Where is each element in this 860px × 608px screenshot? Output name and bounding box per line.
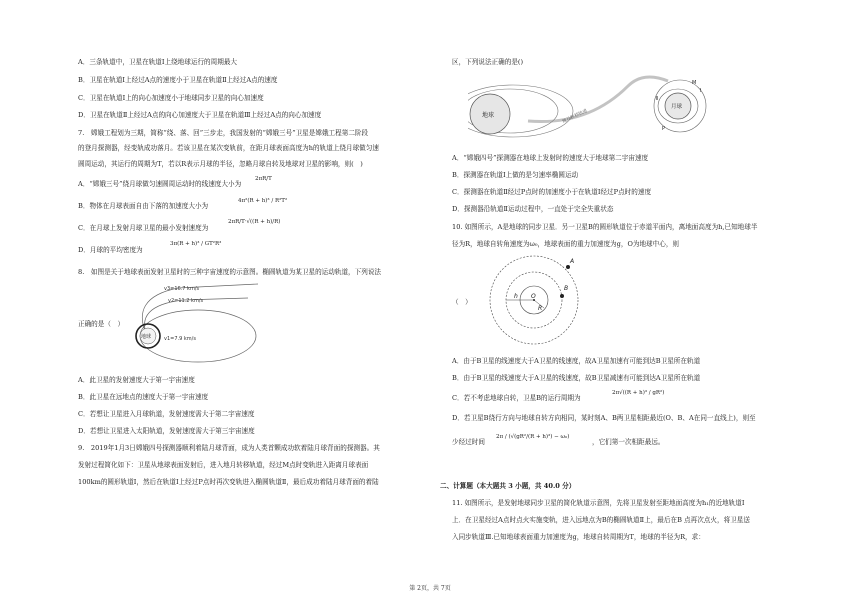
- transfer-orbit: [528, 77, 668, 122]
- q10-formula-d: 2π / (√(gR²/(R + h)³) − ω₀): [496, 434, 570, 440]
- q7-formula-a: 2πR/T: [255, 176, 272, 182]
- q10-option-d: D．若卫星B绕行方向与地球自转方向相同，某时刻A、B两卫星相距最近(O、B、A在同一直线上)，则至: [452, 414, 756, 422]
- q7-option-b: B．物体在月球表面自由下落的加速度大小为: [78, 202, 209, 210]
- point-p: P: [662, 126, 666, 132]
- v1-label: v1=7.9 km/s: [164, 336, 196, 342]
- v2-label: v2=11.2 km/s: [168, 298, 204, 304]
- q9-tail: 区，下列说法正确的是(): [452, 58, 524, 66]
- q10-option-d-cont: 少经过时间: [452, 438, 485, 446]
- orbit-ii-label: Ⅱ: [656, 96, 659, 102]
- q10-bracket: （ ）: [452, 298, 472, 306]
- v3-trajectory: [142, 284, 258, 338]
- earth-label: 地球: [141, 334, 152, 340]
- q9-stem-line1: 9. 2019年1月3日嫦娥四号探测器顺利着陆月球背面，成为人类首颗成功软着陆月球背面的探测器。其: [78, 444, 380, 452]
- q10-stem-line2: 径为R，地球自转角速度为ω₀，地球表面的重力加速度为g，O为地球中心，则: [452, 240, 680, 248]
- q11-line3: 入同步轨道Ⅲ.已知地球表面重力加速度为g，地球自转周期为T，地球的半径为R，求：: [452, 533, 705, 541]
- q9-option-b: B．探测器在轨道Ⅰ上做的是匀速率椭圆运动: [452, 171, 579, 179]
- q10-option-c: C．若不考虑地球自转，卫星B的运行周期为: [452, 394, 581, 402]
- q8-option-c: C．若想让卫星进入月球轨道，发射速度需大于第二宇宙速度: [78, 410, 255, 418]
- q9-figure: [468, 66, 728, 146]
- q8-option-d: D．若想让卫星进入太阳轨道，发射速度需大于第三宇宙速度: [78, 427, 255, 435]
- label-h: h: [514, 293, 518, 300]
- q7-stem-line2: 的登月探测器，经变轨成功落月。若该卫星在某次变轨前，在距月球表面高度为h的轨道上绕月球做匀速: [78, 144, 379, 152]
- point-m: M: [692, 80, 697, 86]
- q6-option-d: D．卫星在轨道Ⅱ上经过A点的向心加速度大于卫星在轨道Ⅲ上经过A点的向心加速度: [78, 111, 322, 119]
- q10-formula-c: 2π√((R + h)³ / gR²): [612, 390, 665, 396]
- q7-formula-d: 3π(R + h)³ / GT²R³: [170, 241, 222, 247]
- q7-formula-b: 4π²(R + h)³ / R²T²: [238, 198, 288, 204]
- orbit-i-label: Ⅰ: [700, 88, 702, 94]
- q9-stem-line2: 发射过程简化如下：卫星从地球表面发射后，进入地月转移轨道，经过M点时变轨进入距离月球表面: [78, 461, 369, 469]
- q6-option-b: B．卫星在轨道Ⅰ上经过A点的速度小于卫星在轨道Ⅱ上经过A点的速度: [78, 76, 278, 84]
- q11-line2: 上．在卫星经过A点时点火实施变轨，进入远地点为B的椭圆轨道Ⅱ上，最后在B 点再次点火，将卫星送: [452, 516, 750, 524]
- label-b: B: [564, 285, 569, 292]
- q9-option-c: C．探测器在轨道Ⅱ经过P点时的加速度小于在轨道Ⅰ经过P点时的速度: [452, 188, 652, 196]
- q9-stem-line3: 100km的圆形轨道Ⅰ，然后在轨道Ⅰ上经过P点时再次变轨进入椭圆轨道Ⅱ，最后成功着陆月球背面的着陆: [78, 478, 379, 486]
- q7-option-d: D．月球的平均密度为: [78, 246, 143, 254]
- q8-figure: [108, 278, 278, 366]
- satellite-b: [560, 294, 564, 298]
- q9-option-a: A．“嫦娥四号”探测器在地球上发射时的速度大于地球第二宇宙速度: [452, 154, 649, 162]
- q10-option-b: B．由于B卫星的线速度大于A卫星的线速度，故B卫星减速有可能到达A卫星所在轨道: [452, 374, 701, 382]
- q10-stem-line1: 10. 如图所示，A是地球的同步卫星．另一卫星B的圆形轨道位于赤道平面内，离地面高度为h,已知地球半: [452, 223, 758, 231]
- q8-question: 正确的是（ ）: [78, 320, 125, 328]
- q7-option-a: A．“嫦娥三号”绕月球做匀速圆周运动时的线速度大小为: [78, 180, 242, 188]
- q9-option-d: D．探测器沿轨道Ⅱ运动过程中，一直处于完全失重状态: [452, 205, 614, 213]
- q10-option-a: A．由于B卫星的线速度大于A卫星的线速度，故A卫星加速有可能到达B卫星所在轨道: [452, 357, 701, 365]
- q11-line1: 11. 如图所示，是发射地球同步卫星的简化轨道示意图，先将卫星发射至距地面高度为h₁的近地轨道Ⅰ: [452, 499, 745, 507]
- q8-stem: 8. 如图是关于地球表面发射卫星时的三种宇宙速度的示意图。椭圆轨道为某卫星的运动轨道，下列说法: [78, 268, 382, 276]
- page-footer: 第 2页，共 7页: [409, 585, 451, 592]
- label-r: R: [538, 305, 543, 312]
- q10-option-d-tail: ，它们第一次相距最远。: [592, 438, 665, 446]
- q7-stem-line1: 7. 嫦娥工程划为三期，简称“绕、落、回”三步走，我国发射的“嫦娥三号”卫星是嫦娥工程第二阶段: [78, 129, 369, 137]
- q7-formula-c: 2πR/T·√((R + h)/R): [228, 219, 281, 225]
- q7-option-c: C．在月球上发射月球卫星的最小发射速度为: [78, 224, 209, 232]
- q10-figure: [478, 250, 598, 350]
- label-a: A: [570, 258, 575, 265]
- v3-label: v3=16.7 km/s: [164, 286, 200, 292]
- q7-stem-line3: 圆周运动，其运行的周期为T，若以R表示月球的半径，忽略月球自转及地球对卫星的影响，则( ): [78, 160, 363, 168]
- q8-option-a: A．此卫星的发射速度大于第一宇宙速度: [78, 376, 195, 384]
- transfer-label: 地月转移轨道: [561, 108, 589, 125]
- q6-option-a: A．三条轨道中，卫星在轨道Ⅰ上绕地球运行的周期最大: [78, 58, 238, 66]
- moon-label: 月球: [671, 104, 683, 110]
- elliptical-orbit: [140, 310, 256, 362]
- q8-option-b: B．此卫星在远地点的速度大于第一宇宙速度: [78, 393, 209, 401]
- earth-label: 地球: [482, 112, 495, 119]
- satellite-a: [566, 265, 570, 269]
- section-heading: 二、计算题（本大题共 3 小题，共 40.0 分）: [440, 482, 576, 490]
- q6-option-c: C．卫星在轨道Ⅰ上的向心加速度小于地球同步卫星的向心加速度: [78, 94, 264, 102]
- label-o: O: [531, 293, 536, 300]
